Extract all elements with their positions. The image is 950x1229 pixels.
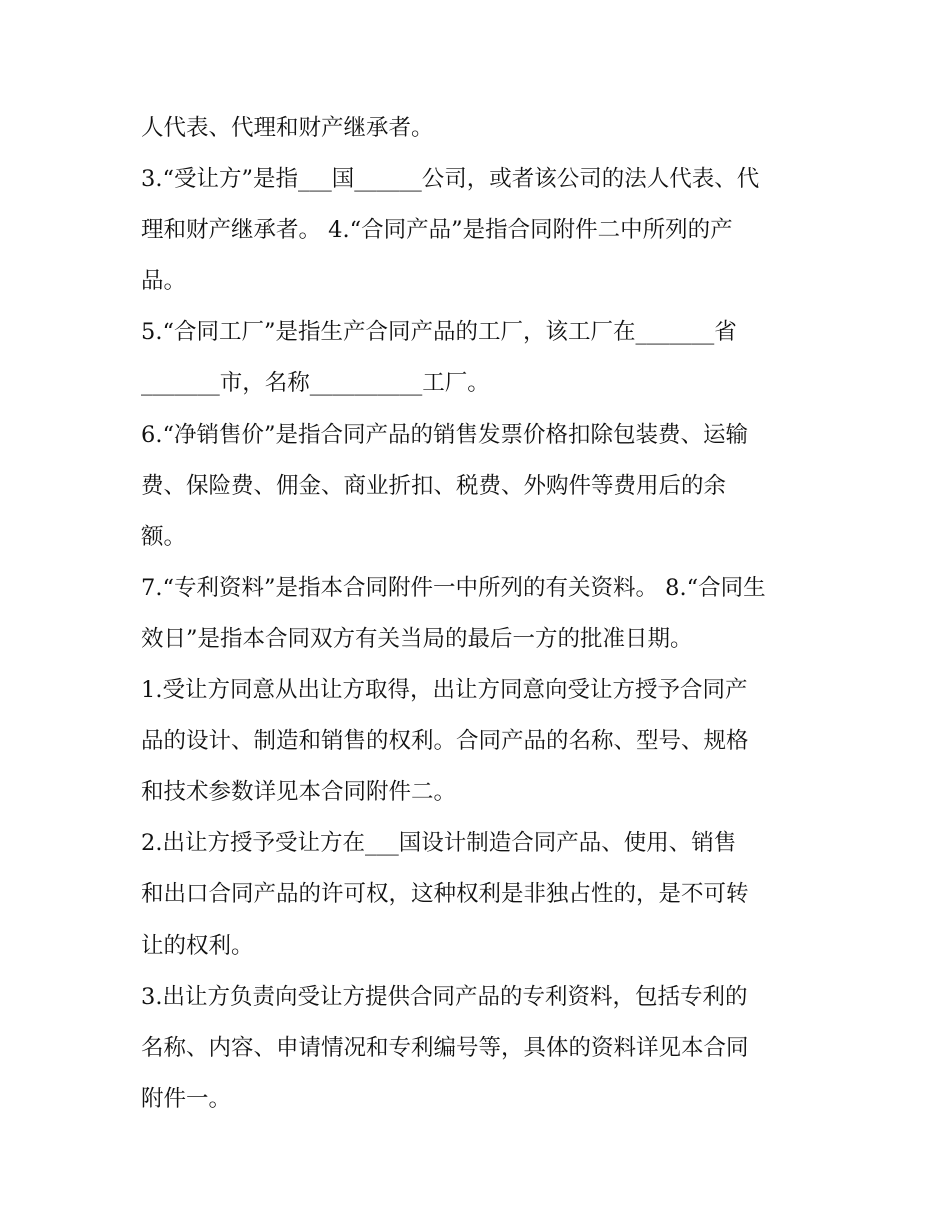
text-line: 3.出让方负责向受让方提供合同产品的专利资料，包括专利的 xyxy=(141,983,748,1010)
text-line: 额。 xyxy=(141,523,187,550)
text-line: 7.“专利资料”是指本合同附件一中所列的有关资料。 8.“合同生 xyxy=(141,574,766,601)
text-line: 效日”是指本合同双方有关当局的最后一方的批准日期。 xyxy=(141,625,693,652)
text-line: _______市，名称__________工厂。 xyxy=(141,370,490,397)
paragraph-clause-2 xyxy=(141,818,821,971)
text-line: 让的权利。 xyxy=(141,932,254,959)
text-line: 3.“受让方”是指___国______公司，或者该公司的法人代表、代 xyxy=(141,166,760,193)
text-line: 6.“净销售价”是指合同产品的销售发票价格扣除包装费、运输 xyxy=(141,421,748,448)
text-line: 名称、内容、申请情况和专利编号等，具体的资料详见本合同 xyxy=(141,1034,749,1061)
text-line: 1.受让方同意从出让方取得，出让方同意向受让方授予合同产 xyxy=(141,677,748,704)
text-line: 附件一。 xyxy=(141,1085,232,1112)
document-body xyxy=(141,103,821,1125)
paragraph-patent-docs-definition xyxy=(141,563,821,665)
text-line: 人代表、代理和财产继承者。 xyxy=(141,115,434,141)
paragraph-net-price-definition xyxy=(141,410,821,563)
text-line: 理和财产继承者。 4.“合同产品”是指合同附件二中所列的产 xyxy=(141,217,733,244)
paragraph-clause-3 xyxy=(141,972,821,1125)
text-line: 5.“合同工厂”是指生产合同产品的工厂，该工厂在_______省 xyxy=(141,319,737,346)
text-line: 品的设计、制造和销售的权利。合同产品的名称、型号、规格 xyxy=(141,728,749,755)
paragraph-continuation xyxy=(141,103,821,154)
paragraph-clause-1 xyxy=(141,665,821,818)
text-line: 和技术参数详见本合同附件二。 xyxy=(141,779,457,806)
text-line: 2.出让方授予受让方在___国设计制造合同产品、使用、销售 xyxy=(141,830,737,857)
text-line: 品。 xyxy=(141,268,187,295)
paragraph-licensee-definition xyxy=(141,154,821,307)
text-line: 和出口合同产品的许可权，这种权利是非独占性的，是不可转 xyxy=(141,881,749,908)
paragraph-factory-definition xyxy=(141,307,821,409)
text-line: 费、保险费、佣金、商业折扣、税费、外购件等费用后的余 xyxy=(141,472,727,499)
